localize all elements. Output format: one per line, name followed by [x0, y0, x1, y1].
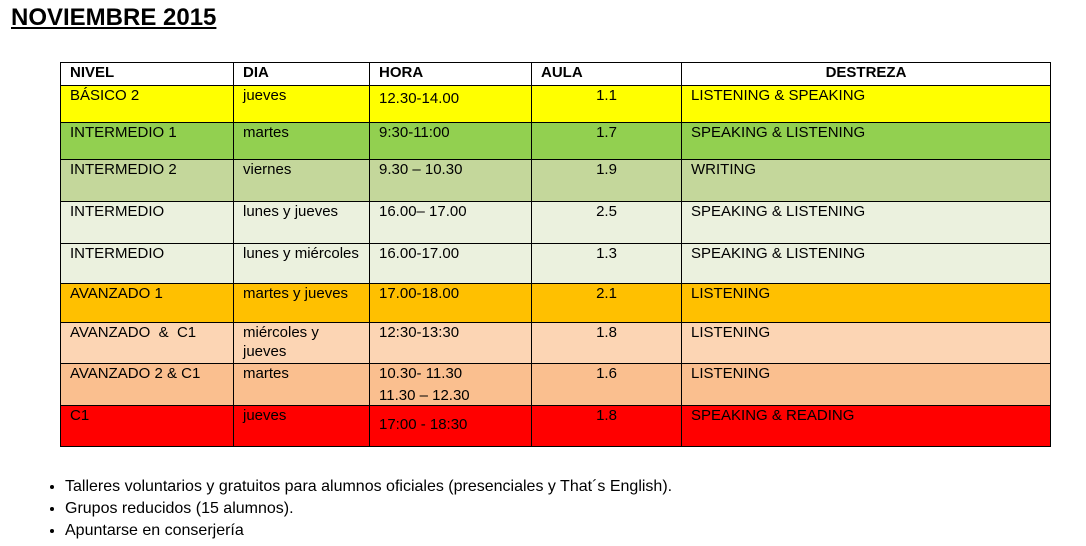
- table-row: [61, 160, 1051, 202]
- table-row: [61, 202, 1051, 244]
- cell-hora: 9:30-11:00: [370, 123, 532, 160]
- list-item: • Talleres voluntarios y gratuitos para alumnos oficiales (presenciales y That´s English).: [65, 476, 672, 498]
- cell-nivel: INTERMEDIO 2: [61, 160, 234, 202]
- cell-destreza: SPEAKING & LISTENING: [682, 244, 1051, 284]
- cell-aula: 1.1: [532, 86, 682, 123]
- cell-nivel: C1: [61, 406, 234, 447]
- header-dia: DIA: [234, 63, 370, 86]
- cell-aula: 1.9: [532, 160, 682, 202]
- schedule-table: [60, 62, 1051, 447]
- table-row: [61, 244, 1051, 284]
- cell-nivel: INTERMEDIO: [61, 244, 234, 284]
- table-row: [61, 123, 1051, 160]
- hora-line-2: 11.30 – 12.30: [379, 387, 470, 404]
- table-row: [61, 284, 1051, 323]
- cell-aula: 1.8: [532, 323, 682, 364]
- cell-destreza: SPEAKING & LISTENING: [682, 202, 1051, 244]
- cell-dia: jueves: [234, 406, 370, 447]
- cell-aula: 1.8: [532, 406, 682, 447]
- cell-aula: 1.3: [532, 244, 682, 284]
- cell-aula: 1.7: [532, 123, 682, 160]
- cell-dia: jueves: [234, 86, 370, 123]
- cell-nivel: BÁSICO 2: [61, 86, 234, 123]
- cell-hora: 12:30-13:30: [370, 323, 532, 364]
- cell-destreza: LISTENING: [682, 284, 1051, 323]
- list-item: • Grupos reducidos (15 alumnos).: [65, 498, 672, 520]
- cell-aula: 2.5: [532, 202, 682, 244]
- table-header-row: [61, 63, 1051, 86]
- cell-aula: 2.1: [532, 284, 682, 323]
- cell-dia: martes: [234, 123, 370, 160]
- cell-dia: miércoles y jueves: [234, 323, 370, 364]
- cell-nivel: INTERMEDIO: [61, 202, 234, 244]
- cell-destreza: SPEAKING & LISTENING: [682, 123, 1051, 160]
- cell-nivel: AVANZADO 1: [61, 284, 234, 323]
- cell-nivel: AVANZADO & C1: [61, 323, 234, 364]
- cell-nivel: INTERMEDIO 1: [61, 123, 234, 160]
- hora-text: 12.30-14.00: [379, 90, 460, 107]
- cell-nivel: AVANZADO 2 & C1: [61, 364, 234, 406]
- cell-hora: 9.30 – 10.30: [370, 160, 532, 202]
- cell-dia: viernes: [234, 160, 370, 202]
- cell-hora: 16.00– 17.00: [370, 202, 532, 244]
- table-row: [61, 364, 1051, 406]
- cell-dia: lunes y jueves: [234, 202, 370, 244]
- hora-text: 17:00 - 18:30: [379, 416, 468, 433]
- notes-list: [38, 476, 672, 542]
- table-row: [61, 86, 1051, 123]
- table-row: [61, 323, 1051, 364]
- cell-destreza: LISTENING: [682, 364, 1051, 406]
- header-destreza: DESTREZA: [682, 63, 1051, 86]
- cell-destreza: WRITING: [682, 160, 1051, 202]
- cell-hora: 16.00-17.00: [370, 244, 532, 284]
- cell-destreza: SPEAKING & READING: [682, 406, 1051, 447]
- cell-dia: martes y jueves: [234, 284, 370, 323]
- cell-hora: [370, 364, 532, 406]
- cell-dia: lunes y miércoles: [234, 244, 370, 284]
- header-hora: HORA: [370, 63, 532, 86]
- cell-aula: 1.6: [532, 364, 682, 406]
- hora-line-1: 10.30- 11.30: [379, 365, 463, 382]
- cell-destreza: LISTENING: [682, 323, 1051, 364]
- cell-hora: [370, 86, 532, 123]
- cell-hora: [370, 406, 532, 447]
- list-item: • Apuntarse en conserjería: [65, 520, 672, 542]
- cell-hora: 17.00-18.00: [370, 284, 532, 323]
- page-title: NOVIEMBRE 2015: [11, 4, 217, 31]
- header-aula: AULA: [532, 63, 682, 86]
- cell-dia: martes: [234, 364, 370, 406]
- table-row: [61, 406, 1051, 447]
- header-nivel: NIVEL: [61, 63, 234, 86]
- cell-destreza: LISTENING & SPEAKING: [682, 86, 1051, 123]
